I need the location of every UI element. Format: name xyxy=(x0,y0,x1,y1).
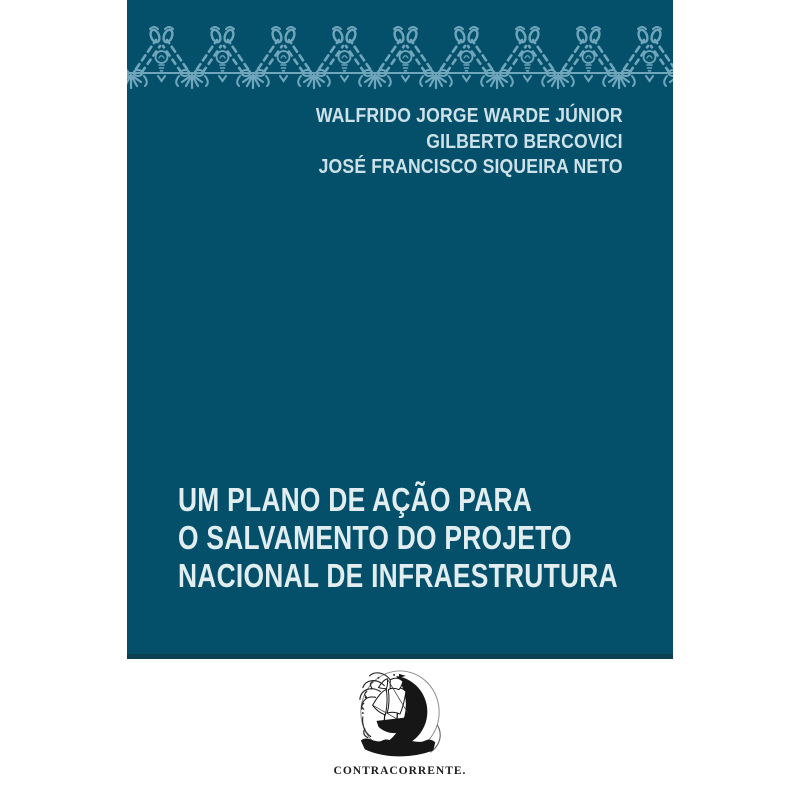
author-names xyxy=(316,104,623,181)
book-cover xyxy=(127,0,673,659)
title-line: NACIONAL DE INFRAESTRUTURA xyxy=(178,557,618,594)
title-line: UM PLANO DE AÇÃO PARA xyxy=(178,481,533,518)
author-line: GILBERTO BERCOVICI xyxy=(426,130,623,153)
author-line: WALFRIDO JORGE WARDE JÚNIOR xyxy=(316,105,623,127)
author-line: JOSÉ FRANCISCO SIQUEIRA NETO xyxy=(318,156,623,178)
lightbulb-lace-border-icon xyxy=(127,24,673,90)
title-line: O SALVAMENTO DO PROJETO xyxy=(178,519,572,556)
caravel-in-crescent-wave-icon xyxy=(351,668,449,762)
publisher-mark xyxy=(0,668,800,777)
book-title xyxy=(178,481,618,595)
publisher-name: CONTRACORRENTE. xyxy=(333,765,467,777)
